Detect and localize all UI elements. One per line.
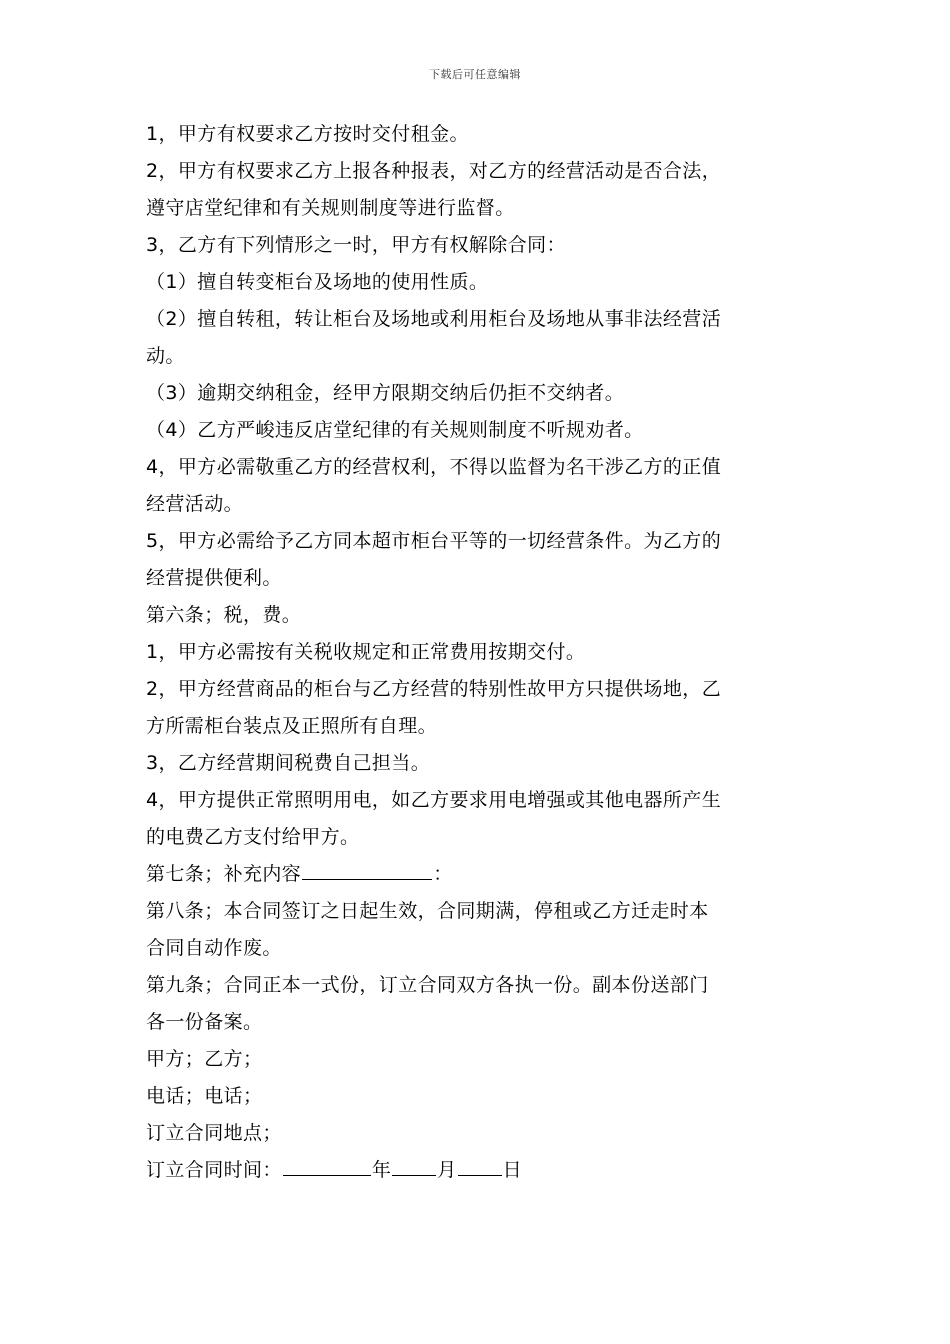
text-line: 3，乙方有下列情形之一时，甲方有权解除合同： bbox=[146, 234, 566, 256]
clause-7-prefix: 第七条；补充内容 bbox=[146, 863, 302, 885]
date-prefix: 订立合同时间： bbox=[146, 1159, 282, 1181]
text-line: 4，甲方必需敬重乙方的经营权利，不得以监督为名干涉乙方的正值 bbox=[146, 456, 722, 478]
text-line: 遵守店堂纪律和有关规则制度等进行监督。 bbox=[146, 197, 515, 219]
text-line: 各一份备案。 bbox=[146, 1011, 263, 1033]
text-line: （2）擅自转租，转让柜台及场地或利用柜台及场地从事非法经营活 bbox=[146, 308, 722, 330]
text-line: 1，甲方有权要求乙方按时交付租金。 bbox=[146, 123, 469, 145]
text-line: 2，甲方有权要求乙方上报各种报表，对乙方的经营活动是否合法， bbox=[146, 160, 722, 182]
phone-line: 电话；电话； bbox=[146, 1085, 263, 1107]
text-line: 第八条；本合同签订之日起生效，合同期满，停租或乙方迁走时本 bbox=[146, 900, 709, 922]
text-line: （4）乙方严峻违反店堂纪律的有关规则制度不听规劝者。 bbox=[146, 419, 644, 441]
text-line: （3）逾期交纳租金，经甲方限期交纳后仍拒不交纳者。 bbox=[146, 382, 625, 404]
text-line: 的电费乙方支付给甲方。 bbox=[146, 826, 360, 848]
text-line: 合同自动作废。 bbox=[146, 937, 282, 959]
text-line: 5，甲方必需给予乙方同本超市柜台平等的一切经营条件。为乙方的 bbox=[146, 530, 722, 552]
text-line: 方所需柜台装点及正照所有自理。 bbox=[146, 715, 438, 737]
supplement-blank bbox=[302, 859, 432, 880]
signing-place-line: 订立合同地点； bbox=[146, 1122, 282, 1144]
month-label: 月 bbox=[437, 1159, 457, 1181]
text-line: 2，甲方经营商品的柜台与乙方经营的特别性故甲方只提供场地，乙 bbox=[146, 678, 722, 700]
month-blank bbox=[392, 1155, 436, 1176]
year-blank bbox=[283, 1155, 371, 1176]
text-line: 第九条；合同正本一式份，订立合同双方各执一份。副本份送部门 bbox=[146, 974, 709, 996]
text-line: 经营提供便利。 bbox=[146, 567, 282, 589]
text-line: 经营活动。 bbox=[146, 493, 244, 515]
day-blank bbox=[458, 1155, 502, 1176]
contract-body bbox=[146, 116, 810, 1189]
text-line: 3，乙方经营期间税费自己担当。 bbox=[146, 752, 431, 774]
signing-date-line bbox=[146, 1152, 810, 1189]
text-line: 1，甲方必需按有关税收规定和正常费用按期交付。 bbox=[146, 641, 586, 663]
year-label: 年 bbox=[371, 1159, 392, 1181]
text-line: （1）擅自转变柜台及场地的使用性质。 bbox=[146, 271, 489, 293]
clause-7-line bbox=[146, 856, 810, 893]
page-header: 下载后可任意编辑 bbox=[429, 68, 521, 81]
party-line: 甲方；乙方； bbox=[146, 1048, 263, 1070]
clause-7-suffix: ： bbox=[433, 863, 453, 885]
text-line: 动。 bbox=[146, 345, 185, 367]
text-line: 4，甲方提供正常照明用电，如乙方要求用电增强或其他电器所产生 bbox=[146, 789, 722, 811]
text-line: 第六条；税，费。 bbox=[146, 604, 302, 626]
day-label: 日 bbox=[502, 1159, 523, 1181]
